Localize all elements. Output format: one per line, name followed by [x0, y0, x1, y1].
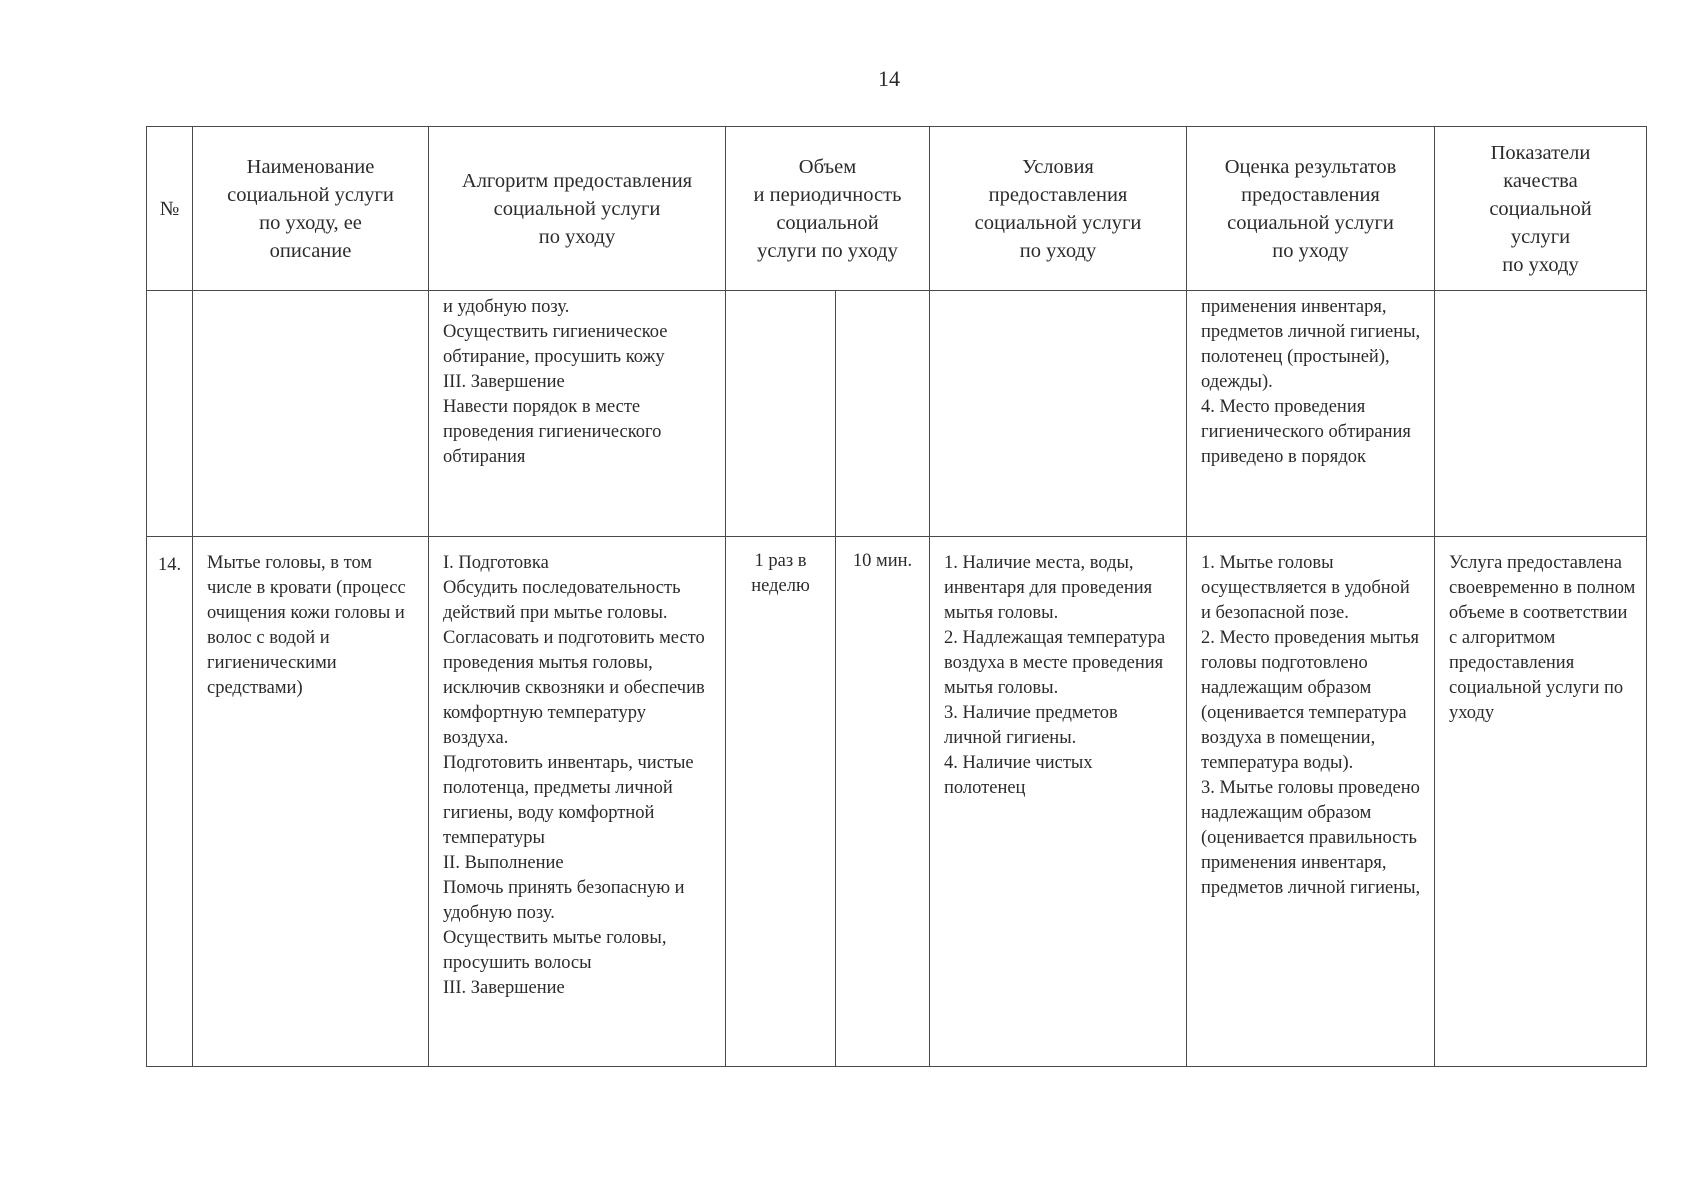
cell-evaluation: 1. Мытье головы осуществляется в удобной и безопасной позе. 2. Место проведения мытья головы подготовлено надлежащим образом (оценивается температура воздуха в помещении, температура воды). 3. Мытье головы проведено надлежащим образом (оценивается правильность применения инвентаря, предметов личной гигиены, — [1187, 537, 1435, 1067]
header-quality-indicators: Показатели качества социальной услуги по уходу — [1435, 127, 1647, 291]
cell-quality-indicators: Услуга предоставлена своевременно в полном объеме в соответствии с алгоритмом предоставления социальной услуги по уходу — [1435, 537, 1647, 1067]
cell-name-empty — [193, 291, 429, 537]
cell-service-name: Мытье головы, в том числе в кровати (процесс очищения кожи головы и волос с водой и гигиеническими средствами) — [193, 537, 429, 1067]
cell-conditions: 1. Наличие места, воды, инвентаря для проведения мытья головы. 2. Надлежащая температура воздуха в месте проведения мытья головы. 3. Наличие предметов личной гигиены. 4. Наличие чистых полотенец — [930, 537, 1187, 1067]
page-number: 14 — [878, 66, 900, 91]
social-services-table — [146, 126, 1647, 1067]
cell-periodicity-empty — [726, 291, 836, 537]
table-row-continuation — [147, 291, 1647, 537]
cell-quality-empty — [1435, 291, 1647, 537]
header-number: № — [147, 127, 193, 291]
cell-periodicity: 1 раз в неделю — [726, 537, 836, 1067]
cell-algorithm: I. Подготовка Обсудить последовательность действий при мытье головы. Согласовать и подготовить место проведения мытья головы, исключив сквозняки и обеспечив комфортную температуру воздуха. Подготовить инвентарь, чистые полотенца, предметы личной гигиены, воду комфортной температуры II. Выполнение Помочь принять безопасную и удобную позу. Осуществить мытье головы, просушить волосы III. Завершение — [429, 537, 726, 1067]
table-row-14 — [147, 537, 1647, 1067]
cell-duration-empty — [836, 291, 930, 537]
cell-duration: 10 мин. — [836, 537, 930, 1067]
header-service-name: Наименование социальной услуги по уходу, ее описание — [193, 127, 429, 291]
header-algorithm: Алгоритм предоставления социальной услуги по уходу — [429, 127, 726, 291]
cell-conditions-empty — [930, 291, 1187, 537]
table-header-row — [147, 127, 1647, 291]
header-volume-periodicity: Объем и периодичность социальной услуги по уходу — [726, 127, 930, 291]
cell-evaluation-continued: применения инвентаря, предметов личной гигиены, полотенец (простыней), одежды). 4. Место проведения гигиенического обтирания приведено в порядок — [1187, 291, 1435, 537]
cell-row-number: 14. — [147, 537, 193, 1067]
cell-algorithm-continued: и удобную позу. Осуществить гигиеническое обтирание, просушить кожу III. Завершение Навести порядок в месте проведения гигиенического обтирания — [429, 291, 726, 537]
header-conditions: Условия предоставления социальной услуги по уходу — [930, 127, 1187, 291]
header-evaluation: Оценка результатов предоставления социальной услуги по уходу — [1187, 127, 1435, 291]
cell-number-empty — [147, 291, 193, 537]
